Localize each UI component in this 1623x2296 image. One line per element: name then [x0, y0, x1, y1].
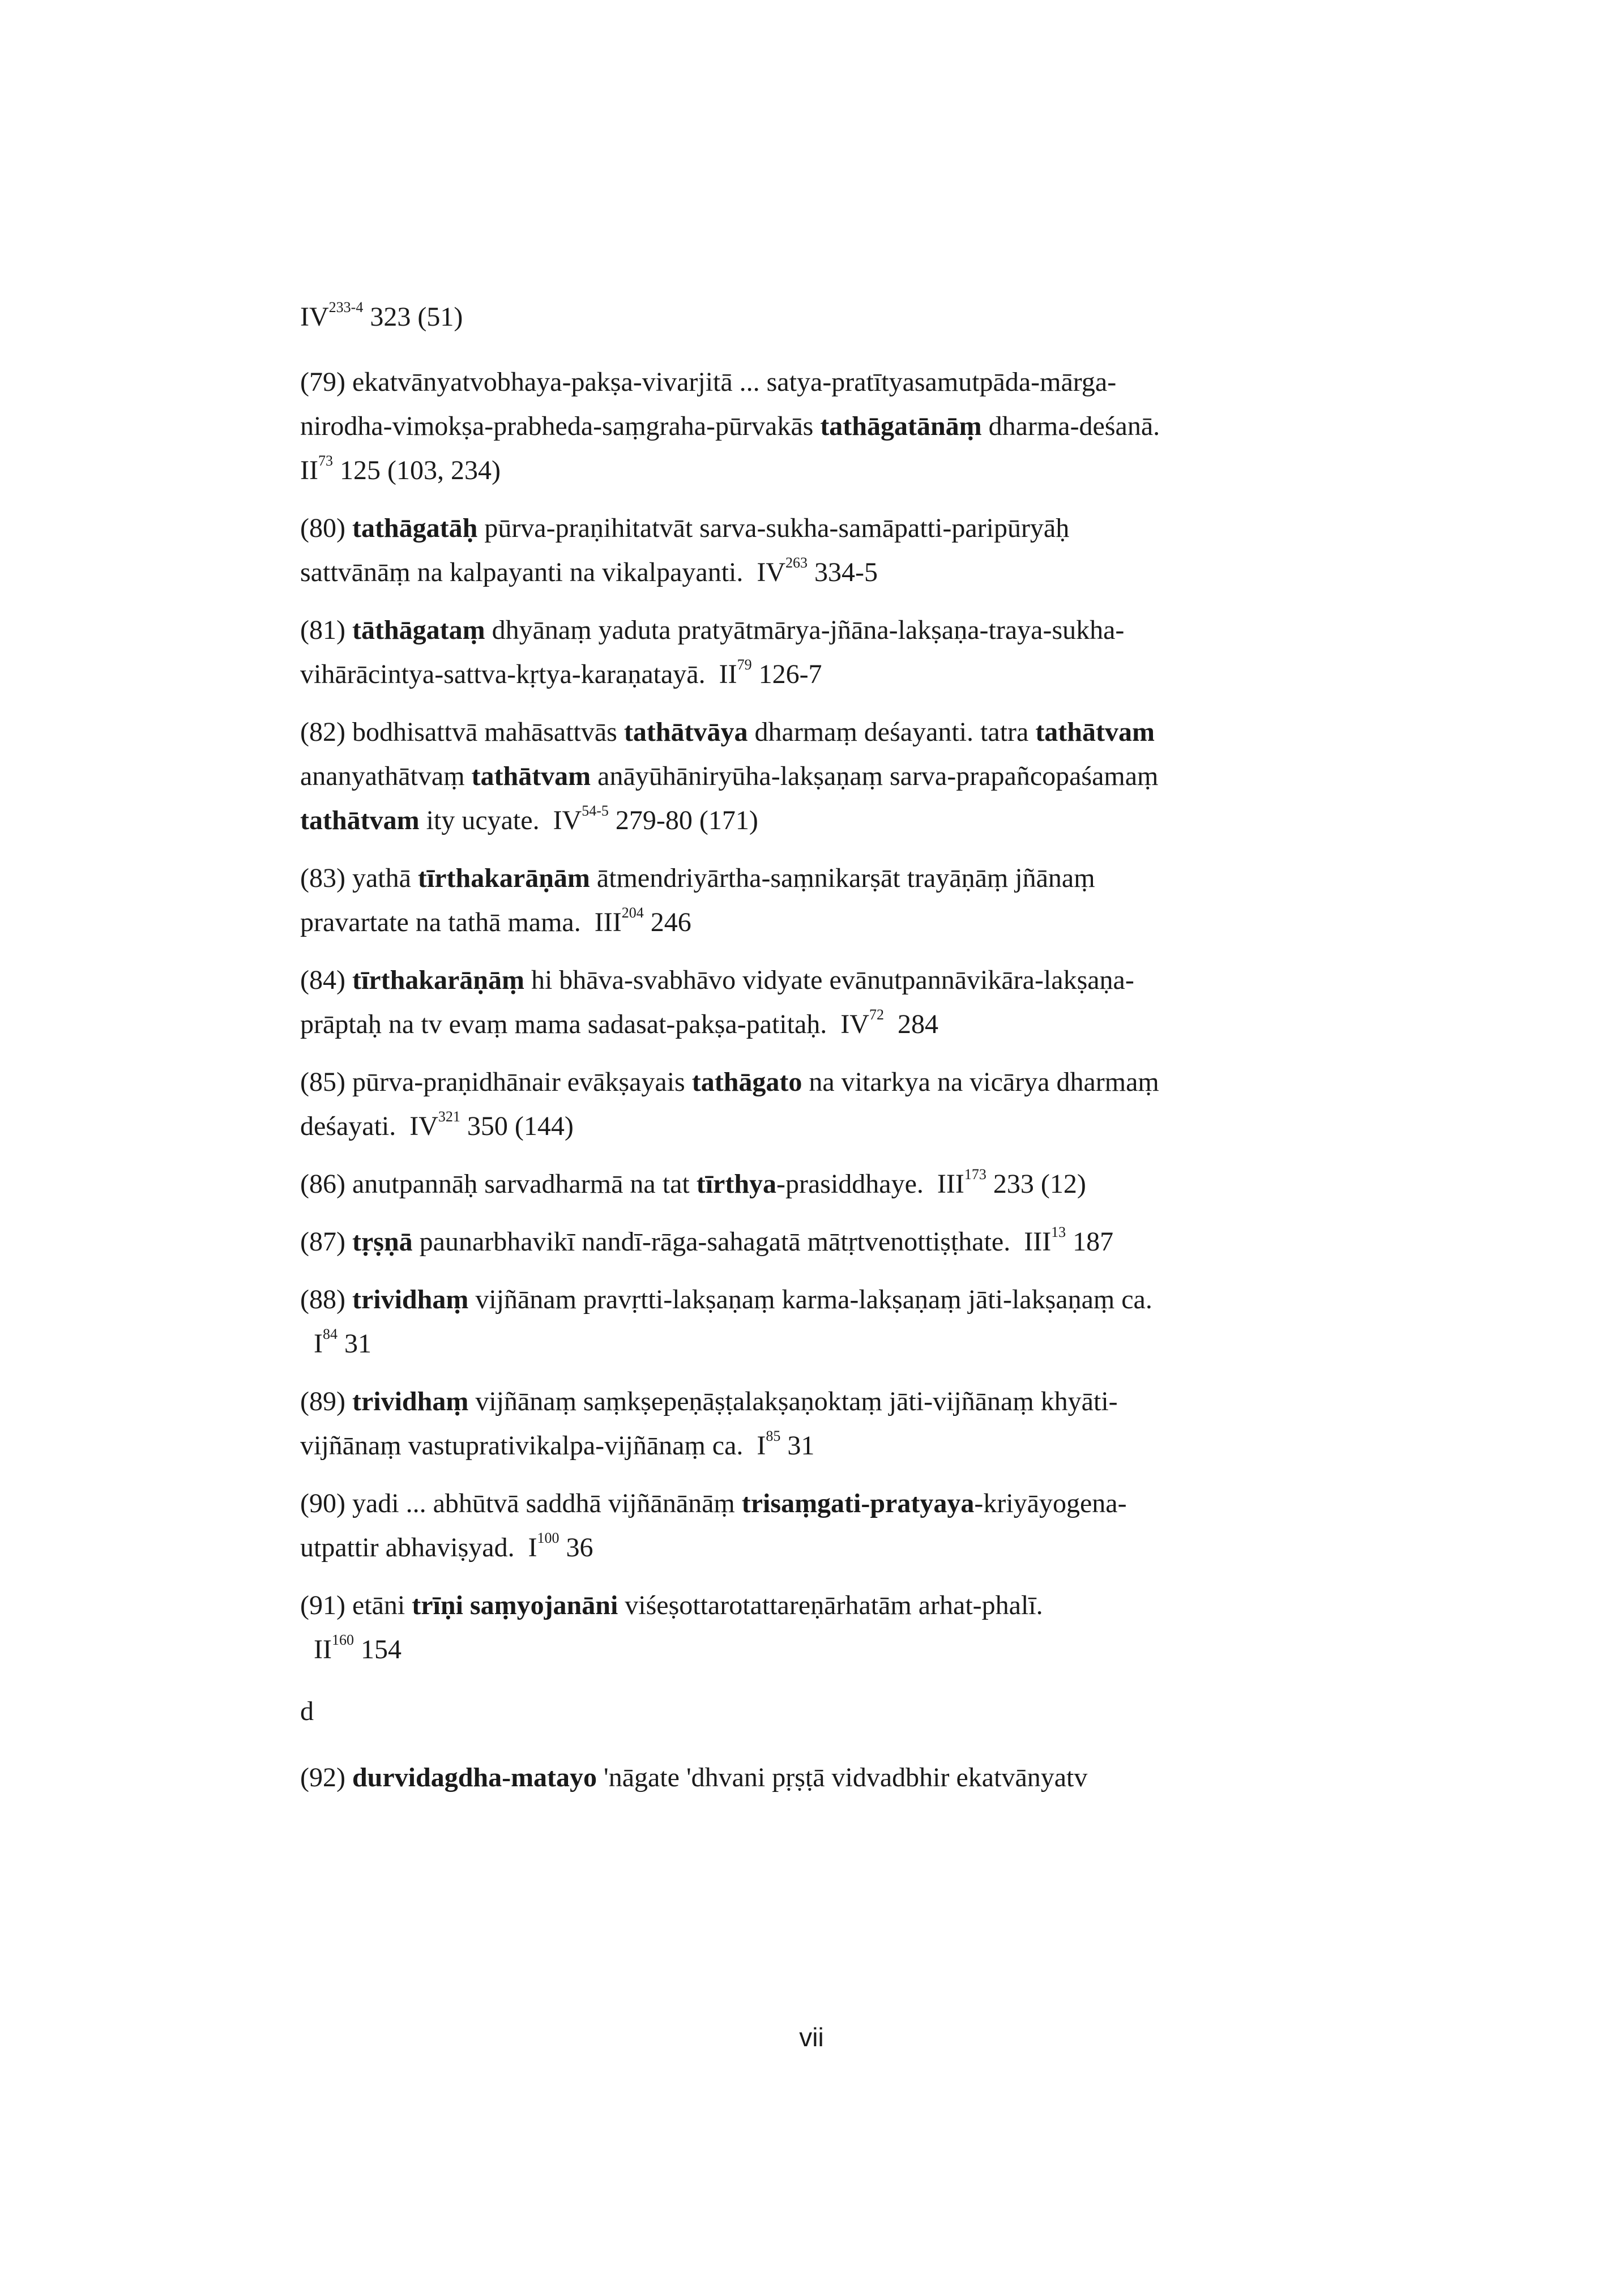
entry-line [300, 652, 1376, 697]
entry-80 [300, 506, 1376, 595]
entry-line [300, 1628, 1376, 1672]
entry-line [300, 1482, 1376, 1526]
entry-number: (79) [300, 367, 352, 397]
bold-term: tathātvam [471, 761, 591, 791]
entry-text: vihārācintya-sattva-kṛtya-karaṇatayā. II [300, 659, 737, 689]
reference-superscript: 13 [1051, 1224, 1066, 1240]
entry-text: pravartate na tathā mama. III [300, 907, 622, 937]
ref-numeral: IV [300, 302, 329, 332]
entry-text: 350 (144) [460, 1111, 574, 1141]
entry-text: 36 [559, 1533, 593, 1563]
entry-line [300, 404, 1376, 449]
entry-number: (81) [300, 615, 352, 645]
entry-text: 'nāgate 'dhvani pṛṣṭā vidvadbhir ekatvānyatv [597, 1762, 1088, 1793]
entry-84 [300, 958, 1376, 1047]
entry-line [300, 1756, 1376, 1800]
entry-text: ātmendriyārtha-saṃnikarṣāt trayāṇāṃ jñānaṃ [590, 863, 1095, 893]
entry-text: 284 [883, 1009, 938, 1039]
entry-number: (84) [300, 965, 352, 995]
reference-superscript: 79 [737, 656, 752, 673]
entry-82 [300, 710, 1376, 843]
entry-line [300, 856, 1376, 901]
reference-superscript: 85 [766, 1428, 781, 1444]
entry-text: dhyānaṃ yaduta pratyātmārya-jñāna-lakṣaṇa-traya-sukha- [485, 615, 1125, 645]
entry-line [300, 958, 1376, 1002]
entry-text: hi bhāva-svabhāvo vidyate evānutpannāvikāra-lakṣaṇa- [524, 965, 1134, 995]
entry-text: dharmaṃ deśayanti. tatra [748, 717, 1036, 747]
entry-list-2 [300, 1756, 1376, 1800]
entry-text: 187 [1066, 1227, 1114, 1257]
entry-line [300, 799, 1376, 843]
bold-term: tṛṣṇā [352, 1227, 413, 1257]
reference-superscript: 263 [785, 554, 808, 571]
bold-term: trividhaṃ [352, 1284, 469, 1315]
entry-line [300, 360, 1376, 404]
entry-text: dharma-deśanā. [981, 411, 1160, 441]
entry-text: utpattir abhaviṣyad. I [300, 1533, 537, 1563]
reference-superscript: 100 [537, 1530, 559, 1546]
ref-superscript: 233-4 [328, 299, 364, 315]
entry-list [300, 360, 1376, 1672]
entry-text: sattvānāṃ na kalpayanti na vikalpayanti. IV [300, 557, 786, 587]
entry-number: (91) [300, 1590, 352, 1620]
entry-number: (87) [300, 1227, 352, 1257]
entry-text: 31 [337, 1329, 371, 1359]
entry-text: ananyathātvaṃ [300, 761, 472, 791]
bold-term: tāthāgataṃ [352, 615, 485, 645]
bold-term: tathātvāya [623, 717, 748, 747]
entry-number: (82) [300, 717, 352, 747]
entry-89 [300, 1380, 1376, 1468]
entry-text: viśeṣottarotattareṇārhatām arhat-phalī. [618, 1590, 1043, 1620]
entry-number: (80) [300, 513, 352, 543]
entry-line [300, 449, 1376, 493]
entry-text: ity ucyate. IV [419, 805, 582, 835]
entry-text: vijñānam pravṛtti-lakṣaṇaṃ karma-lakṣaṇaṃ jāti-lakṣaṇaṃ ca. [468, 1284, 1152, 1315]
bold-term: durvidagdha-matayo [352, 1762, 597, 1793]
reference-superscript: 160 [331, 1632, 354, 1648]
bold-term: tathāgatāḥ [352, 513, 478, 543]
entry-text: anāyūhāniryūha-lakṣaṇaṃ sarva-prapañcopaśamaṃ [591, 761, 1159, 791]
entry-line [300, 1584, 1376, 1628]
entry-number: (83) [300, 863, 352, 893]
entry-line [300, 1220, 1376, 1264]
entry-85 [300, 1060, 1376, 1149]
entry-text: na vitarkya na vicārya dharmaṃ [802, 1067, 1159, 1097]
entry-line [300, 710, 1376, 754]
entry-text: 334-5 [808, 557, 878, 587]
ref-page: 323 (51) [370, 302, 463, 332]
reference-superscript: 54-5 [582, 803, 609, 819]
entry-text: yadi ... abhūtvā saddhā vijñānānāṃ [352, 1488, 742, 1518]
entry-text: pūrva-praṇidhānair evākṣayais [352, 1067, 692, 1097]
page-body [300, 299, 1376, 1813]
entry-line [300, 1002, 1376, 1047]
entry-87 [300, 1220, 1376, 1264]
entry-text: paunarbhavikī nandī-rāga-sahagatā mātṛtvenottiṣṭhate. III [412, 1227, 1052, 1257]
entry-text: etāni [352, 1590, 412, 1620]
bold-term: tathāgatānāṃ [820, 411, 982, 441]
entry-line [300, 1322, 1376, 1366]
entry-text: yathā [352, 863, 418, 893]
entry-line [300, 608, 1376, 652]
entry-text: vijñānaṃ vastuprativikalpa-vijñānaṃ ca. I [300, 1431, 766, 1461]
entry-text: 279-80 (171) [608, 805, 758, 835]
entry-text: 246 [643, 907, 691, 937]
entry-number: (85) [300, 1067, 352, 1097]
entry-number: (89) [300, 1386, 352, 1416]
bold-term: tathātvam [1035, 717, 1155, 747]
reference-superscript: 72 [869, 1006, 884, 1023]
entry-line [300, 1278, 1376, 1322]
entry-number: (92) [300, 1762, 352, 1793]
reference-superscript: 204 [621, 904, 644, 921]
top-reference [300, 299, 1376, 335]
entry-text: bodhisattvā mahāsattvās [352, 717, 624, 747]
bold-term: trīṇi saṃyojanāni [412, 1590, 618, 1620]
entry-90 [300, 1482, 1376, 1570]
entry-line [300, 1526, 1376, 1570]
entry-number: (86) [300, 1169, 352, 1199]
entry-91 [300, 1584, 1376, 1672]
entry-text: II [300, 455, 318, 485]
bold-term: tīrthya [696, 1169, 777, 1199]
entry-86 [300, 1162, 1376, 1206]
reference-superscript: 73 [318, 453, 333, 469]
entry-81 [300, 608, 1376, 697]
entry-text: 126-7 [751, 659, 822, 689]
bold-term: tīrthakarāṇām [417, 863, 590, 893]
entry-79 [300, 360, 1376, 493]
bold-term: trividhaṃ [352, 1386, 469, 1416]
entry-text: deśayati. IV [300, 1111, 438, 1141]
entry-88 [300, 1278, 1376, 1366]
reference-superscript: 84 [322, 1326, 338, 1342]
entry-text: 125 (103, 234) [332, 455, 501, 485]
reference-superscript: 173 [964, 1166, 986, 1183]
bold-term: tathātvam [300, 805, 420, 835]
bold-term: trisaṃgati-pratyaya [741, 1488, 975, 1518]
entry-line [300, 754, 1376, 799]
entry-line [300, 506, 1376, 550]
entry-number: (88) [300, 1284, 352, 1315]
bold-term: tathāgato [691, 1067, 802, 1097]
entry-text: anutpannāḥ sarvadharmā na tat [352, 1169, 697, 1199]
entry-text: pūrva-praṇihitatvāt sarva-sukha-samāpatti-paripūryāḥ [477, 513, 1070, 543]
entry-92 [300, 1756, 1376, 1800]
entry-text: ekatvānyatvobhaya-pakṣa-vivarjitā ... satya-pratītyasamutpāda-mārga- [352, 367, 1117, 397]
entry-text: I [300, 1329, 323, 1359]
page-number: vii [799, 2022, 824, 2052]
section-letter: d [300, 1696, 314, 1726]
entry-line [300, 1104, 1376, 1149]
reference-superscript: 321 [438, 1108, 460, 1125]
entry-text: prāptaḥ na tv evaṃ mama sadasat-pakṣa-patitaḥ. IV [300, 1009, 869, 1039]
entry-text: 31 [780, 1431, 815, 1461]
entry-line [300, 1424, 1376, 1468]
entry-line [300, 1060, 1376, 1104]
bold-term: tīrthakarāṇāṃ [352, 965, 524, 995]
entry-text: nirodha-vimokṣa-prabheda-saṃgraha-pūrvakās [300, 411, 821, 441]
entry-text: -kriyāyogena- [974, 1488, 1127, 1518]
entry-text: vijñānaṃ saṃkṣepeṇāṣṭalakṣaṇoktaṃ jāti-vijñānaṃ khyāti- [468, 1386, 1118, 1416]
entry-line [300, 550, 1376, 595]
entry-text: 233 (12) [986, 1169, 1086, 1199]
entry-text: II [300, 1634, 332, 1665]
entry-text: -prasiddhaye. III [776, 1169, 964, 1199]
entry-line [300, 901, 1376, 945]
entry-83 [300, 856, 1376, 945]
entry-number: (90) [300, 1488, 352, 1518]
entry-line [300, 1380, 1376, 1424]
entry-text: 154 [353, 1634, 402, 1665]
entry-line [300, 1162, 1376, 1206]
